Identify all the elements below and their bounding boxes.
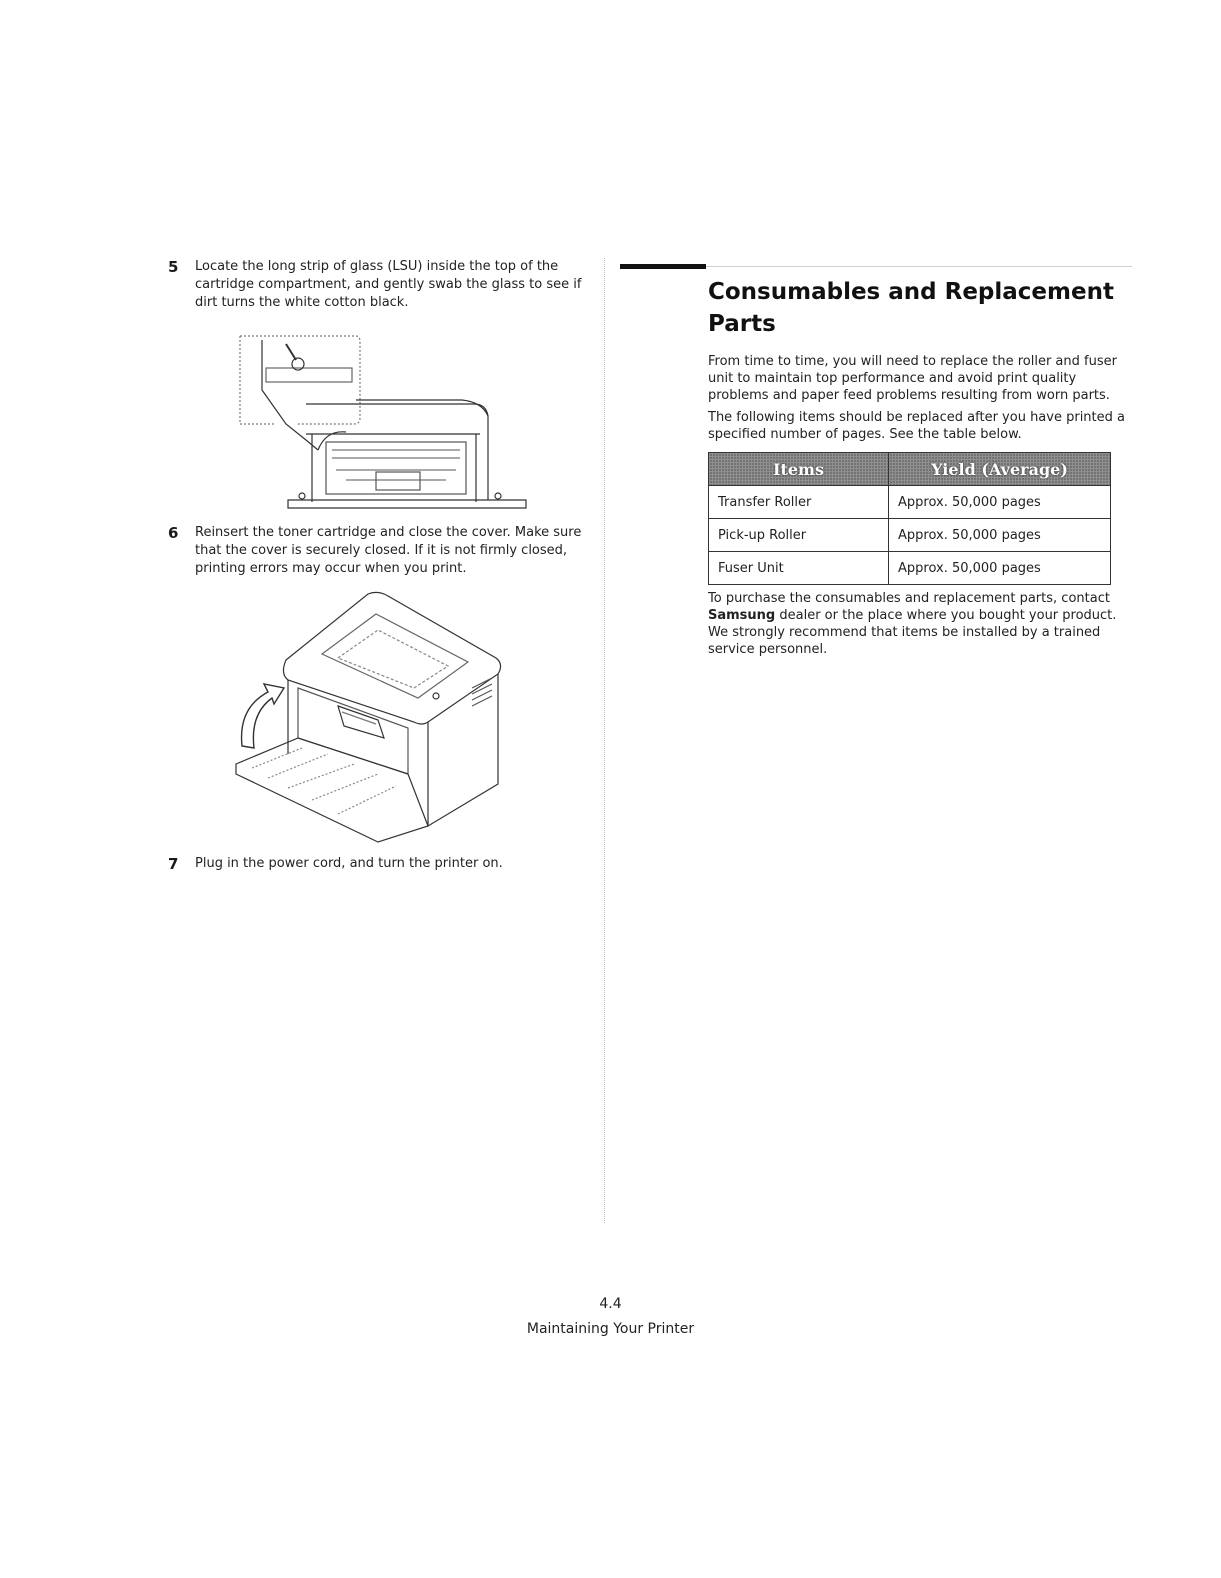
table-row	[709, 552, 1111, 585]
item-cell: Fuser Unit	[709, 552, 889, 585]
column-header-items: Items	[709, 453, 889, 486]
table-header-row	[709, 453, 1111, 486]
table-row	[709, 486, 1111, 519]
yield-cell: Approx. 50,000 pages	[889, 486, 1111, 519]
step-text: Plug in the power cord, and turn the printer on.	[195, 856, 503, 871]
section-title: Consumables and Replacement Parts	[708, 279, 1114, 337]
step-number: 7	[168, 855, 179, 873]
purchase-paragraph	[708, 590, 1128, 658]
step-text: Reinsert the toner cartridge and close the cover. Make sure that the cover is securely closed. If it is not firmly closed, printing errors may occur when you print.	[195, 525, 582, 576]
purchase-text-start: To purchase the consumables and replacement parts, contact	[708, 591, 1110, 606]
heading-rule-accent	[620, 264, 706, 269]
item-cell: Pick-up Roller	[709, 519, 889, 552]
brand-name: Samsung	[708, 608, 776, 623]
table-row	[709, 519, 1111, 552]
step-5	[168, 258, 588, 312]
replacement-parts-table	[708, 452, 1111, 585]
page-number: 4.4	[599, 1296, 622, 1312]
column-header-yield: Yield (Average)	[889, 453, 1111, 486]
purchase-text-end: dealer or the place where you bought your product. We strongly recommend that items be installed by a trained service personnel.	[708, 608, 1117, 657]
close-cover-illustration	[228, 588, 508, 848]
step-6	[168, 524, 588, 578]
table-intro-paragraph: The following items should be replaced after you have printed a specified number of pages. See the table below.	[708, 410, 1125, 442]
yield-cell: Approx. 50,000 pages	[889, 552, 1111, 585]
step-text: Locate the long strip of glass (LSU) inside the top of the cartridge compartment, and gently swab the glass to see if dirt turns the white cotton black.	[195, 259, 582, 310]
step-7	[168, 855, 588, 873]
lsu-cleaning-illustration	[236, 330, 532, 512]
step-number: 6	[168, 524, 179, 542]
step-number: 5	[168, 258, 179, 276]
item-cell: Transfer Roller	[709, 486, 889, 519]
chapter-title: Maintaining Your Printer	[526, 1321, 695, 1337]
yield-cell: Approx. 50,000 pages	[889, 519, 1111, 552]
column-divider	[604, 258, 605, 1223]
intro-paragraph: From time to time, you will need to replace the roller and fuser unit to maintain top performance and avoid print quality problems and paper feed problems resulting from worn parts.	[708, 354, 1117, 403]
